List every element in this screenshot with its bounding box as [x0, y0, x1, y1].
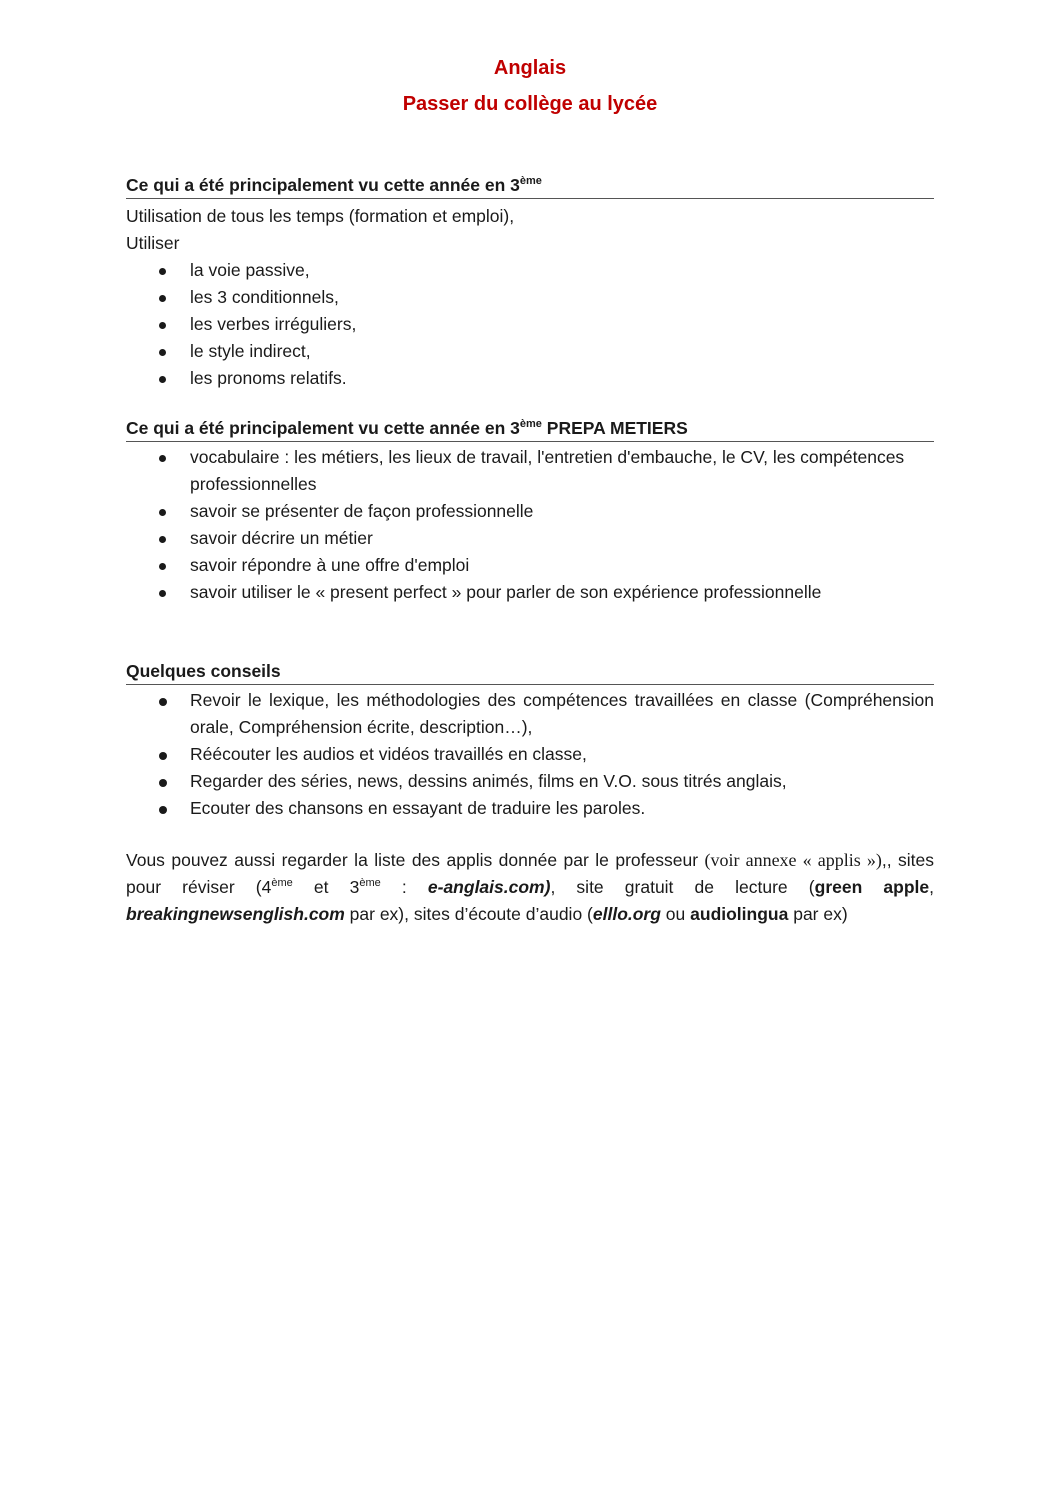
list-item-text: Revoir le lexique, les méthodologies des compétences travaillées en classe (Compréhension orale, Compréhension écrite, description…), [190, 690, 934, 737]
list-item-text: Ecouter des chansons en essayant de traduire les paroles. [190, 798, 646, 818]
heading-text: Ce qui a été principalement vu cette année en 3 [126, 175, 520, 195]
list-item [126, 365, 934, 392]
list-item [126, 525, 934, 552]
intro-line: Utiliser [126, 233, 180, 253]
skills-list [126, 444, 934, 606]
heading-superscript: ème [519, 418, 542, 431]
bullet-icon [159, 349, 166, 356]
bullet-icon [159, 806, 167, 814]
text-span: , site gratuit de lecture ( [550, 877, 815, 897]
list-item [126, 257, 934, 284]
text-span: (voir annexe « applis ») [704, 850, 882, 870]
list-item-text: le style indirect, [190, 341, 311, 361]
superscript: ème [359, 877, 381, 890]
site-name: e-anglais.com) [427, 877, 551, 897]
resources-text [126, 847, 934, 928]
text-span: et 3 [292, 877, 360, 897]
heading-suffix: PREPA METIERS [541, 418, 688, 438]
list-item-text: savoir décrire un métier [190, 528, 373, 548]
list-item [126, 338, 934, 365]
heading-text: Ce qui a été principalement vu cette année en 3 [126, 418, 520, 438]
list-item [126, 498, 934, 525]
text-span: par ex) [788, 904, 848, 924]
list-item-text: la voie passive, [190, 260, 310, 280]
section-heading [126, 174, 934, 199]
bullet-icon [159, 590, 166, 597]
list-item [126, 284, 934, 311]
intro-line: Utilisation de tous les temps (formation et emploi), [126, 206, 515, 226]
text-span: : [380, 877, 428, 897]
text-span: ou [660, 904, 691, 924]
list-item-text: Réécouter les audios et vidéos travaillés en classe, [190, 744, 587, 764]
bullet-icon [159, 295, 166, 302]
text-span: ,, sites pour réviser (4 [126, 850, 934, 897]
bullet-icon [159, 268, 166, 275]
bullet-icon [159, 536, 166, 543]
bullet-icon [159, 509, 166, 516]
document-subtitle: Passer du collège au lycée [402, 93, 658, 115]
list-item-text: savoir se présenter de façon professionnelle [190, 501, 534, 521]
list-item [126, 311, 934, 338]
list-item [126, 552, 934, 579]
bullet-icon [159, 376, 166, 383]
list-item-text: les 3 conditionnels, [190, 287, 339, 307]
list-item [126, 741, 934, 768]
bullet-icon [159, 752, 167, 760]
bullet-icon [159, 455, 166, 462]
site-name: breakingnewsenglish.com [126, 904, 345, 924]
text-span: , [929, 877, 934, 897]
list-item [126, 579, 934, 606]
section-heading: Quelques conseils [126, 660, 934, 685]
site-name: audiolingua [690, 904, 789, 924]
bullet-icon [159, 698, 167, 706]
section-3eme [126, 174, 934, 392]
bullet-icon [159, 563, 166, 570]
section-conseils [126, 660, 934, 822]
section-prepa-metiers [126, 417, 934, 606]
list-item-text: les verbes irréguliers, [190, 314, 357, 334]
grammar-list [126, 257, 934, 392]
list-item-text: savoir répondre à une offre d'emploi [190, 555, 470, 575]
section-heading [126, 417, 934, 442]
list-item [126, 795, 934, 822]
list-item [126, 444, 934, 498]
list-item-text: vocabulaire : les métiers, les lieux de travail, l'entretien d'embauche, le CV, les compétences professionnelles [190, 447, 905, 494]
site-name: green apple [814, 877, 930, 897]
list-item-text: les pronoms relatifs. [190, 368, 347, 388]
list-item-text: Regarder des séries, news, dessins animés, films en V.O. sous titrés anglais, [190, 771, 787, 791]
superscript: ème [271, 877, 293, 890]
list-item [126, 768, 934, 795]
text-span: par ex), sites d’écoute d’audio ( [344, 904, 593, 924]
closing-paragraph [126, 847, 934, 928]
list-item-text: savoir utiliser le « present perfect » pour parler de son expérience professionnelle [190, 582, 822, 602]
document-title: Anglais [493, 57, 567, 79]
tips-list [126, 687, 934, 822]
text-span: Vous pouvez aussi regarder la liste des applis donnée par le professeur [126, 850, 705, 870]
bullet-icon [159, 779, 167, 787]
heading-superscript: ème [519, 175, 542, 188]
list-item [126, 687, 934, 741]
bullet-icon [159, 322, 166, 329]
site-name: elllo.org [592, 904, 661, 924]
